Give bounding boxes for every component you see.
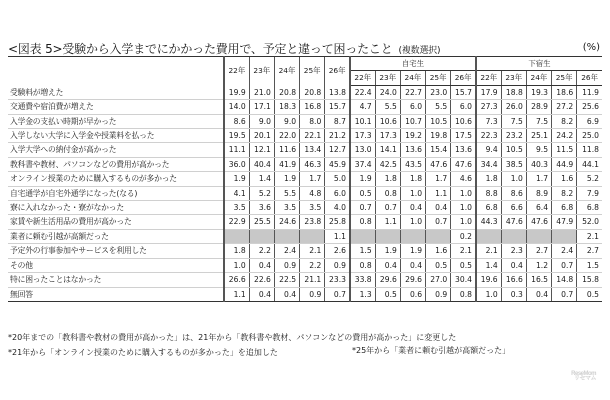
table-cell: 1.0 xyxy=(400,186,425,200)
table-cell: 33.8 xyxy=(350,273,375,287)
table-cell: 2.1 xyxy=(476,244,501,258)
table-cell: 52.0 xyxy=(577,215,602,229)
table-cell: 0.4 xyxy=(274,287,299,301)
table-cell: 1.0 xyxy=(224,258,249,272)
row-label: 無回答 xyxy=(8,287,224,301)
table-cell: 1.8 xyxy=(224,244,249,258)
table-cell: 44.3 xyxy=(476,215,501,229)
table-cell: 1.8 xyxy=(400,172,425,186)
table-cell: 10.5 xyxy=(426,114,451,128)
table-cell: 3.5 xyxy=(300,201,325,215)
table-cell: 44.9 xyxy=(552,157,577,171)
table-cell: 47.6 xyxy=(526,215,551,229)
table-cell: 9.0 xyxy=(249,114,274,128)
table-cell xyxy=(249,229,274,243)
table-cell: 8.2 xyxy=(552,114,577,128)
table-cell: 1.7 xyxy=(300,172,325,186)
year-header: 24年 xyxy=(274,57,299,86)
table-cell xyxy=(224,229,249,243)
table-cell: 6.0 xyxy=(325,186,350,200)
table-cell: 4.8 xyxy=(300,186,325,200)
table-cell: 0.7 xyxy=(375,201,400,215)
table-cell: 0.7 xyxy=(426,215,451,229)
table-cell: 0.8 xyxy=(350,215,375,229)
table-cell xyxy=(274,229,299,243)
table-row xyxy=(8,244,602,258)
table-cell: 16.5 xyxy=(526,273,551,287)
table-cell: 6.8 xyxy=(476,201,501,215)
table-cell xyxy=(476,229,501,243)
year-header: 23年 xyxy=(249,57,274,86)
header-group-row xyxy=(8,57,602,71)
table-cell: 45.9 xyxy=(325,157,350,171)
table-cell xyxy=(552,229,577,243)
table-cell: 17.3 xyxy=(375,129,400,143)
table-cell: 4.1 xyxy=(224,186,249,200)
year-header: 22年 xyxy=(350,71,375,85)
table-cell: 13.6 xyxy=(451,143,476,157)
table-cell: 22.1 xyxy=(300,129,325,143)
table-row xyxy=(8,129,602,143)
table-cell: 23.3 xyxy=(325,273,350,287)
table-cell: 10.6 xyxy=(451,114,476,128)
table-cell: 29.6 xyxy=(400,273,425,287)
table-cell: 14.0 xyxy=(224,100,249,114)
row-label: 交通費や宿泊費が増えた xyxy=(8,100,224,114)
table-cell: 5.5 xyxy=(426,100,451,114)
table-cell: 4.6 xyxy=(451,172,476,186)
table-cell: 13.6 xyxy=(400,143,425,157)
table-cell: 36.0 xyxy=(224,157,249,171)
table-cell: 0.5 xyxy=(375,287,400,301)
table-cell: 27.2 xyxy=(552,100,577,114)
table-cell: 24.6 xyxy=(274,215,299,229)
table-cell xyxy=(501,229,526,243)
table-cell: 0.4 xyxy=(400,258,425,272)
table-cell: 23.8 xyxy=(300,215,325,229)
year-header: 24年 xyxy=(400,71,425,85)
table-cell: 22.7 xyxy=(400,85,425,99)
table-cell xyxy=(526,229,551,243)
table-cell: 10.6 xyxy=(375,114,400,128)
table-cell: 0.9 xyxy=(274,258,299,272)
table-cell: 22.5 xyxy=(274,273,299,287)
table-cell: 6.8 xyxy=(552,201,577,215)
table-cell: 17.5 xyxy=(451,129,476,143)
table-cell: 22.0 xyxy=(274,129,299,143)
table-row xyxy=(8,186,602,200)
table-cell: 18.8 xyxy=(501,85,526,99)
table-cell: 2.2 xyxy=(300,258,325,272)
table-cell: 25.6 xyxy=(577,100,602,114)
table-cell: 16.8 xyxy=(300,100,325,114)
table-cell: 6.4 xyxy=(526,201,551,215)
table-cell: 23.2 xyxy=(501,129,526,143)
table-cell: 0.9 xyxy=(300,287,325,301)
table-cell: 11.5 xyxy=(552,143,577,157)
table-cell: 24.0 xyxy=(375,85,400,99)
table-cell: 2.3 xyxy=(501,244,526,258)
table-cell: 41.9 xyxy=(274,157,299,171)
table-cell: 19.9 xyxy=(224,85,249,99)
data-table xyxy=(8,56,602,302)
table-cell: 21.0 xyxy=(249,85,274,99)
year-header: 25年 xyxy=(426,71,451,85)
row-label: 教科書や教材、パソコンなどの費用が高かった xyxy=(8,157,224,171)
table-cell: 4.0 xyxy=(325,201,350,215)
table-cell: 5.0 xyxy=(325,172,350,186)
table-cell: 0.2 xyxy=(451,229,476,243)
table-cell: 12.1 xyxy=(249,143,274,157)
table-cell: 22.9 xyxy=(224,215,249,229)
table-cell: 26.0 xyxy=(501,100,526,114)
table-cell: 25.0 xyxy=(577,129,602,143)
table-cell: 1.8 xyxy=(476,172,501,186)
table-cell: 42.5 xyxy=(375,157,400,171)
table-cell: 8.9 xyxy=(526,186,551,200)
table-cell: 21.1 xyxy=(300,273,325,287)
footnote: *21年から「オンライン授業のために購入するものが多かった」を追加した xyxy=(8,348,278,357)
table-cell: 0.7 xyxy=(552,287,577,301)
table-cell: 1.9 xyxy=(350,172,375,186)
row-label: 入学金の支払い時期が早かった xyxy=(8,114,224,128)
table-cell: 7.5 xyxy=(501,114,526,128)
table-cell: 13.0 xyxy=(350,143,375,157)
figure-title: <図表 5>受験から入学までにかかった費用で、予定と違って困ったこと (複数選択) xyxy=(8,42,441,56)
table-cell: 0.5 xyxy=(350,186,375,200)
table-cell: 47.6 xyxy=(426,157,451,171)
table-cell: 10.1 xyxy=(350,114,375,128)
year-header: 24年 xyxy=(526,71,551,85)
table-cell: 22.6 xyxy=(249,273,274,287)
table-row xyxy=(8,114,602,128)
table-cell: 22.4 xyxy=(350,85,375,99)
table-cell: 30.4 xyxy=(451,273,476,287)
table-cell: 37.4 xyxy=(350,157,375,171)
table-cell: 9.0 xyxy=(274,114,299,128)
row-label: 予定外の行事参加やサービスを利用した xyxy=(8,244,224,258)
table-cell: 1.9 xyxy=(274,172,299,186)
group-header-jitaku: 自宅生 xyxy=(350,57,476,71)
table-body xyxy=(8,85,602,301)
table-row xyxy=(8,287,602,301)
year-header: 26年 xyxy=(325,57,350,86)
table-cell: 2.6 xyxy=(325,244,350,258)
table-cell: 9.4 xyxy=(476,143,501,157)
table-cell: 43.5 xyxy=(400,157,425,171)
table-cell: 18.6 xyxy=(552,85,577,99)
footnote: *20年までの「教科書や教材の費用が高かった」は、21年から「教科書や教材、パソコンなどの費用が高かった」に変更した xyxy=(8,333,457,342)
table-cell: 6.0 xyxy=(400,100,425,114)
table-cell: 5.2 xyxy=(249,186,274,200)
table-cell: 0.8 xyxy=(350,258,375,272)
table-cell: 1.1 xyxy=(375,215,400,229)
table-cell: 17.3 xyxy=(350,129,375,143)
table-cell: 1.4 xyxy=(476,258,501,272)
row-label: 受験料が増えた xyxy=(8,85,224,99)
year-header: 22年 xyxy=(224,57,249,86)
table-cell xyxy=(375,229,400,243)
table-cell: 1.9 xyxy=(400,244,425,258)
table-cell: 1.9 xyxy=(375,244,400,258)
table-cell: 0.4 xyxy=(400,201,425,215)
table-row xyxy=(8,258,602,272)
table-cell: 15.7 xyxy=(451,85,476,99)
table-cell: 25.1 xyxy=(526,129,551,143)
table-cell: 11.1 xyxy=(224,143,249,157)
table-cell: 19.2 xyxy=(400,129,425,143)
table-cell: 21.2 xyxy=(325,129,350,143)
table-row xyxy=(8,100,602,114)
row-label: 入学大学への納付金が高かった xyxy=(8,143,224,157)
table-cell: 0.3 xyxy=(501,287,526,301)
table-cell: 0.7 xyxy=(350,201,375,215)
table-cell: 26.6 xyxy=(224,273,249,287)
table-cell: 1.1 xyxy=(325,229,350,243)
table-cell: 47.6 xyxy=(501,215,526,229)
table-cell: 10.5 xyxy=(501,143,526,157)
table-cell: 27.0 xyxy=(426,273,451,287)
year-header: 26年 xyxy=(577,71,602,85)
table-cell xyxy=(350,229,375,243)
table-cell: 0.9 xyxy=(426,287,451,301)
table-row xyxy=(8,157,602,171)
table-cell: 0.5 xyxy=(426,258,451,272)
table-cell: 6.6 xyxy=(501,201,526,215)
table-cell: 20.8 xyxy=(300,85,325,99)
table-cell: 11.6 xyxy=(274,143,299,157)
footnote: *25年から「業者に頼む引越が高額だった」 xyxy=(352,346,511,355)
table-cell: 27.3 xyxy=(476,100,501,114)
row-label: その他 xyxy=(8,258,224,272)
year-header: 25年 xyxy=(552,71,577,85)
table-cell: 23.0 xyxy=(426,85,451,99)
table-cell: 9.5 xyxy=(526,143,551,157)
table-cell: 15.7 xyxy=(325,100,350,114)
table-cell: 40.3 xyxy=(526,157,551,171)
table-cell: 7.5 xyxy=(526,114,551,128)
table-cell: 19.5 xyxy=(224,129,249,143)
table-cell: 2.7 xyxy=(526,244,551,258)
table-cell: 2.7 xyxy=(577,244,602,258)
table-cell: 0.9 xyxy=(325,258,350,272)
year-header: 23年 xyxy=(501,71,526,85)
table-row xyxy=(8,85,602,99)
table-cell: 1.2 xyxy=(526,258,551,272)
table-cell: 19.6 xyxy=(476,273,501,287)
table-cell: 2.2 xyxy=(249,244,274,258)
row-label: 業者に頼む引越が高額だった xyxy=(8,229,224,243)
table-cell: 38.5 xyxy=(501,157,526,171)
table-cell: 8.2 xyxy=(552,186,577,200)
table-cell: 11.8 xyxy=(577,143,602,157)
table-cell: 2.1 xyxy=(300,244,325,258)
table-cell: 47.6 xyxy=(451,157,476,171)
table-cell: 47.9 xyxy=(552,215,577,229)
table-cell: 3.5 xyxy=(224,201,249,215)
table-cell: 25.8 xyxy=(325,215,350,229)
table-cell: 12.7 xyxy=(325,143,350,157)
table-cell: 1.7 xyxy=(426,172,451,186)
table-cell: 1.1 xyxy=(426,186,451,200)
table-cell: 1.9 xyxy=(224,172,249,186)
table-cell: 18.3 xyxy=(274,100,299,114)
unit-label: (%) xyxy=(582,42,600,53)
table-cell: 0.5 xyxy=(451,258,476,272)
table-cell: 19.8 xyxy=(426,129,451,143)
table-cell: 0.4 xyxy=(249,287,274,301)
table-cell: 1.4 xyxy=(249,172,274,186)
table-cell: 3.5 xyxy=(274,201,299,215)
table-row xyxy=(8,143,602,157)
table-cell: 0.7 xyxy=(325,287,350,301)
table-cell: 44.1 xyxy=(577,157,602,171)
table-cell: 13.8 xyxy=(325,85,350,99)
table-row xyxy=(8,215,602,229)
row-label-header xyxy=(8,57,224,86)
table-cell: 8.7 xyxy=(325,114,350,128)
row-label: 入学しない大学に入学金や授業料を払った xyxy=(8,129,224,143)
year-header: 26年 xyxy=(451,71,476,85)
table-cell: 1.6 xyxy=(426,244,451,258)
table-row xyxy=(8,172,602,186)
table-cell: 6.8 xyxy=(577,201,602,215)
table-cell: 0.8 xyxy=(375,186,400,200)
table-cell: 1.0 xyxy=(400,215,425,229)
table-cell: 28.9 xyxy=(526,100,551,114)
table-cell: 10.7 xyxy=(400,114,425,128)
table-cell: 1.1 xyxy=(224,287,249,301)
table-cell: 13.4 xyxy=(300,143,325,157)
table-cell: 14.8 xyxy=(552,273,577,287)
table-cell: 1.0 xyxy=(476,287,501,301)
table-cell: 11.9 xyxy=(577,85,602,99)
table-cell: 0.4 xyxy=(501,258,526,272)
table-cell: 6.9 xyxy=(577,114,602,128)
table-cell: 7.3 xyxy=(476,114,501,128)
table-cell: 2.1 xyxy=(577,229,602,243)
table-cell: 1.7 xyxy=(526,172,551,186)
table-cell: 1.8 xyxy=(375,172,400,186)
row-label: オンライン授業のために購入するものが多かった xyxy=(8,172,224,186)
group-header-geshuku: 下宿生 xyxy=(476,57,602,71)
table-cell: 0.7 xyxy=(552,258,577,272)
table-cell: 1.5 xyxy=(350,244,375,258)
table-cell: 8.8 xyxy=(476,186,501,200)
table-cell: 8.6 xyxy=(224,114,249,128)
year-header: 23年 xyxy=(375,71,400,85)
table-cell: 8.6 xyxy=(501,186,526,200)
table-cell: 1.0 xyxy=(451,201,476,215)
figure-subtitle: (複数選択) xyxy=(398,46,441,56)
table-cell: 8.0 xyxy=(300,114,325,128)
table-cell: 19.3 xyxy=(526,85,551,99)
table-cell: 0.4 xyxy=(526,287,551,301)
table-cell: 5.5 xyxy=(274,186,299,200)
table-row xyxy=(8,229,602,243)
table-cell: 17.9 xyxy=(476,85,501,99)
table-cell: 0.6 xyxy=(400,287,425,301)
table-cell: 0.4 xyxy=(249,258,274,272)
table-cell: 0.4 xyxy=(375,258,400,272)
row-label: 家賃や新生活用品の費用が高かった xyxy=(8,215,224,229)
table-cell: 2.4 xyxy=(552,244,577,258)
table-cell: 1.0 xyxy=(451,186,476,200)
row-label: 特に困ったことはなかった xyxy=(8,273,224,287)
table-cell: 15.4 xyxy=(426,143,451,157)
table-row xyxy=(8,273,602,287)
table-cell: 4.7 xyxy=(350,100,375,114)
table-cell: 25.5 xyxy=(249,215,274,229)
table-cell: 20.1 xyxy=(249,129,274,143)
table-cell: 1.0 xyxy=(451,215,476,229)
year-header: 22年 xyxy=(476,71,501,85)
table-cell xyxy=(300,229,325,243)
table-cell: 16.6 xyxy=(501,273,526,287)
table-cell: 2.4 xyxy=(274,244,299,258)
table-cell xyxy=(426,229,451,243)
resemom-logo: ReseMom リセマム xyxy=(571,371,596,382)
row-label: 自宅通学が自宅外通学になった(なる) xyxy=(8,186,224,200)
table-cell: 5.5 xyxy=(375,100,400,114)
table-cell: 20.8 xyxy=(274,85,299,99)
table-cell xyxy=(400,229,425,243)
table-cell: 0.8 xyxy=(451,287,476,301)
table-cell: 46.3 xyxy=(300,157,325,171)
table-cell: 17.1 xyxy=(249,100,274,114)
table-cell: 34.4 xyxy=(476,157,501,171)
table-cell: 5.2 xyxy=(577,172,602,186)
table-cell: 22.3 xyxy=(476,129,501,143)
table-cell: 14.1 xyxy=(375,143,400,157)
table-cell: 3.6 xyxy=(249,201,274,215)
table-cell: 1.6 xyxy=(552,172,577,186)
table-cell: 7.9 xyxy=(577,186,602,200)
table-cell: 1.5 xyxy=(577,258,602,272)
table-cell: 40.4 xyxy=(249,157,274,171)
year-header: 25年 xyxy=(300,57,325,86)
table-cell: 15.8 xyxy=(577,273,602,287)
table-cell: 1.0 xyxy=(501,172,526,186)
table-cell: 1.3 xyxy=(350,287,375,301)
table-row xyxy=(8,201,602,215)
table-cell: 2.1 xyxy=(451,244,476,258)
table-cell: 24.2 xyxy=(552,129,577,143)
table-cell: 0.4 xyxy=(426,201,451,215)
table-cell: 6.0 xyxy=(451,100,476,114)
table-cell: 29.6 xyxy=(375,273,400,287)
table-cell: 0.5 xyxy=(577,287,602,301)
row-label: 寮に入れなかった・寮がなかった xyxy=(8,201,224,215)
